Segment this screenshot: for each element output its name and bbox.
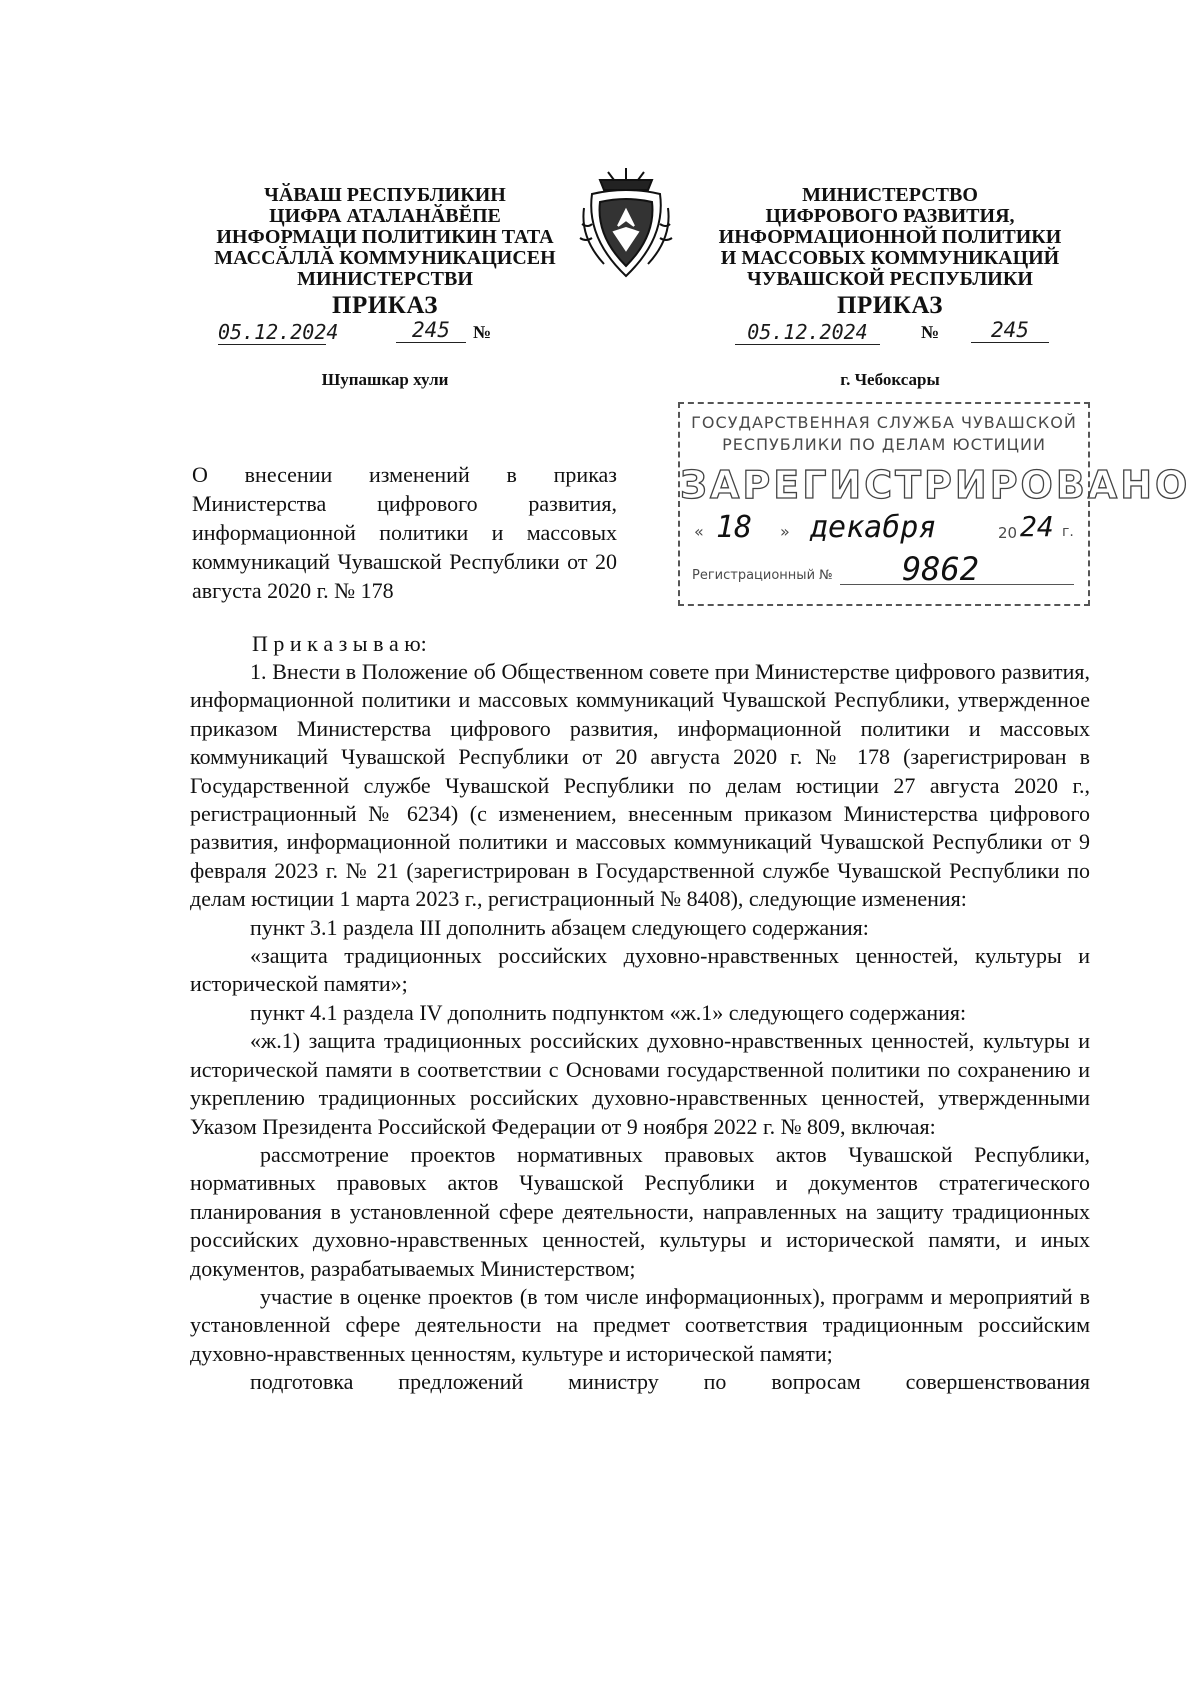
stamp-month: декабря xyxy=(810,510,937,545)
stamp-title: ЗАРЕГИСТРИРОВАНО xyxy=(680,463,1191,507)
order-subject: О внесении изменений в приказ Министерства цифрового развития, информационной политики и массовых коммуникаций Чувашской Республики от 20 августа 2020 г. № 178 xyxy=(192,462,617,603)
header-left-doc-type: ПРИКАЗ xyxy=(332,292,438,319)
body-paragraph: «ж.1) защита традиционных российских духовно-нравственных ценностей, культуры и исторической памяти в соответствии с Основами государственной политики по сохранению и укреплению традиционных российских духовно-нравственных ценностей, утвержденными Указом Президента Российской Федерации от 9 ноября 2022 г. № 809, включая: xyxy=(190,1028,1090,1139)
body-paragraph: пункт 3.1 раздела III дополнить абзацем следующего содержания: xyxy=(250,914,869,940)
header-right xyxy=(700,185,1080,320)
header-right-number: 245 xyxy=(971,318,1049,343)
header-left-place: Шупашкар хули xyxy=(321,370,449,389)
header-left-line: ЧӐВАШ РЕСПУБЛИКИН xyxy=(264,184,506,206)
stamp-line-1: ГОСУДАРСТВЕННАЯ СЛУЖБА ЧУВАШСКОЙ xyxy=(691,413,1077,432)
header-right-number-sign: № xyxy=(921,322,940,342)
stamp-reg-label: Регистрационный № xyxy=(692,568,833,583)
body-paragraph: 1. Внести в Положение об Общественном совете при Министерстве цифрового развития, информационной политики и массовых коммуникаций Чувашской Республики, утвержденное приказом Министерства цифрового развития, информационной политики и массовых коммуникаций Чувашской Республики от 20 августа 2020 г. № 178 (зарегистрирован в Государственной службе Чувашской Республики по делам юстиции 27 августа 2020 г., регистрационный № 6234) (с изменением, внесенным приказом Министерства цифрового развития, информационной политики и массовых коммуникаций Чувашской Республики от 9 февраля 2023 г. № 21 (зарегистрирован в Государственной службе Чувашской Республики по делам юстиции 1 марта 2023 г., регистрационный № 8408), следующие изменения: xyxy=(190,659,1090,912)
body-paragraph: подготовка предложений министру по вопросам совершенствования xyxy=(250,1369,1090,1395)
header-left-line: ИНФОРМАЦИ ПОЛИТИКИН ТАТА xyxy=(216,226,554,248)
header-right-date: 05.12.2024 xyxy=(735,320,880,345)
coat-of-arms-icon xyxy=(578,168,674,280)
header-right-place: г. Чебоксары xyxy=(840,370,940,389)
header-right-line: ЦИФРОВОГО РАЗВИТИЯ, xyxy=(765,205,1015,227)
header-left-number-sign: № xyxy=(473,322,492,342)
header-right-line: ИНФОРМАЦИОННОЙ ПОЛИТИКИ xyxy=(718,226,1062,248)
header-left-date-row xyxy=(218,320,538,350)
body-paragraph: пункт 4.1 раздела IV дополнить подпунктом «ж.1» следующего содержания: xyxy=(250,999,967,1025)
stamp-reg-underline xyxy=(840,584,1074,585)
header-right-line: И МАССОВЫХ КОММУНИКАЦИЙ xyxy=(720,247,1060,269)
stamp-reg-row xyxy=(680,550,1088,590)
header-left-number: 245 xyxy=(396,318,466,343)
header-left-date: 05.12.2024 xyxy=(218,320,339,344)
order-word: П р и к а з ы в а ю: xyxy=(252,631,427,656)
stamp-quote-close: » xyxy=(780,522,790,541)
body-paragraph: участие в оценке проектов (в том числе информационных), программ и мероприятий в установленной сфере деятельности на предмет соответствия традиционным российским духовно-нравственных ценностям, культуре и исторической памяти; xyxy=(190,1283,1090,1366)
header-left-line: МАССӐЛЛӐ КОММУНИКАЦИСЕН xyxy=(214,247,556,269)
header-left xyxy=(185,185,585,320)
header-right-date-row xyxy=(735,320,1065,350)
body-paragraph: рассмотрение проектов нормативных правовых актов Чувашской Республики, нормативных правовых актов Чувашской Республики и документов стратегического планирования в установленной сфере деятельности, направленных на защиту традиционных российских духовно-нравственных ценностей, культуры и исторической памяти, и иных документов, разрабатываемых Министерством; xyxy=(190,1141,1090,1281)
body-paragraph: «защита традиционных российских духовно-нравственных ценностей, культуры и исторической памяти»; xyxy=(190,943,1090,997)
stamp-year-suffix: 24 xyxy=(1020,510,1054,543)
header-left-line: МИНИСТЕРСТВИ xyxy=(297,268,473,290)
stamp-quote-open: « xyxy=(694,522,704,541)
stamp-year-unit: г. xyxy=(1062,524,1074,540)
stamp-reg-number: 9862 xyxy=(902,550,980,588)
registration-stamp xyxy=(678,402,1191,606)
stamp-day: 18 xyxy=(716,510,753,545)
stamp-line-2: РЕСПУБЛИКИ ПО ДЕЛАМ ЮСТИЦИИ xyxy=(722,435,1046,454)
stamp-date-row xyxy=(680,510,1088,550)
stamp-year-prefix: 20 xyxy=(998,524,1018,542)
header-left-line: ЦИФРА АТАЛАНӐВӖПЕ xyxy=(269,205,501,227)
header-right-line: МИНИСТЕРСТВО xyxy=(802,184,978,206)
header-right-line: ЧУВАШСКОЙ РЕСПУБЛИКИ xyxy=(747,268,1033,290)
header-right-doc-type: ПРИКАЗ xyxy=(837,292,943,319)
order-body xyxy=(190,658,1090,1397)
